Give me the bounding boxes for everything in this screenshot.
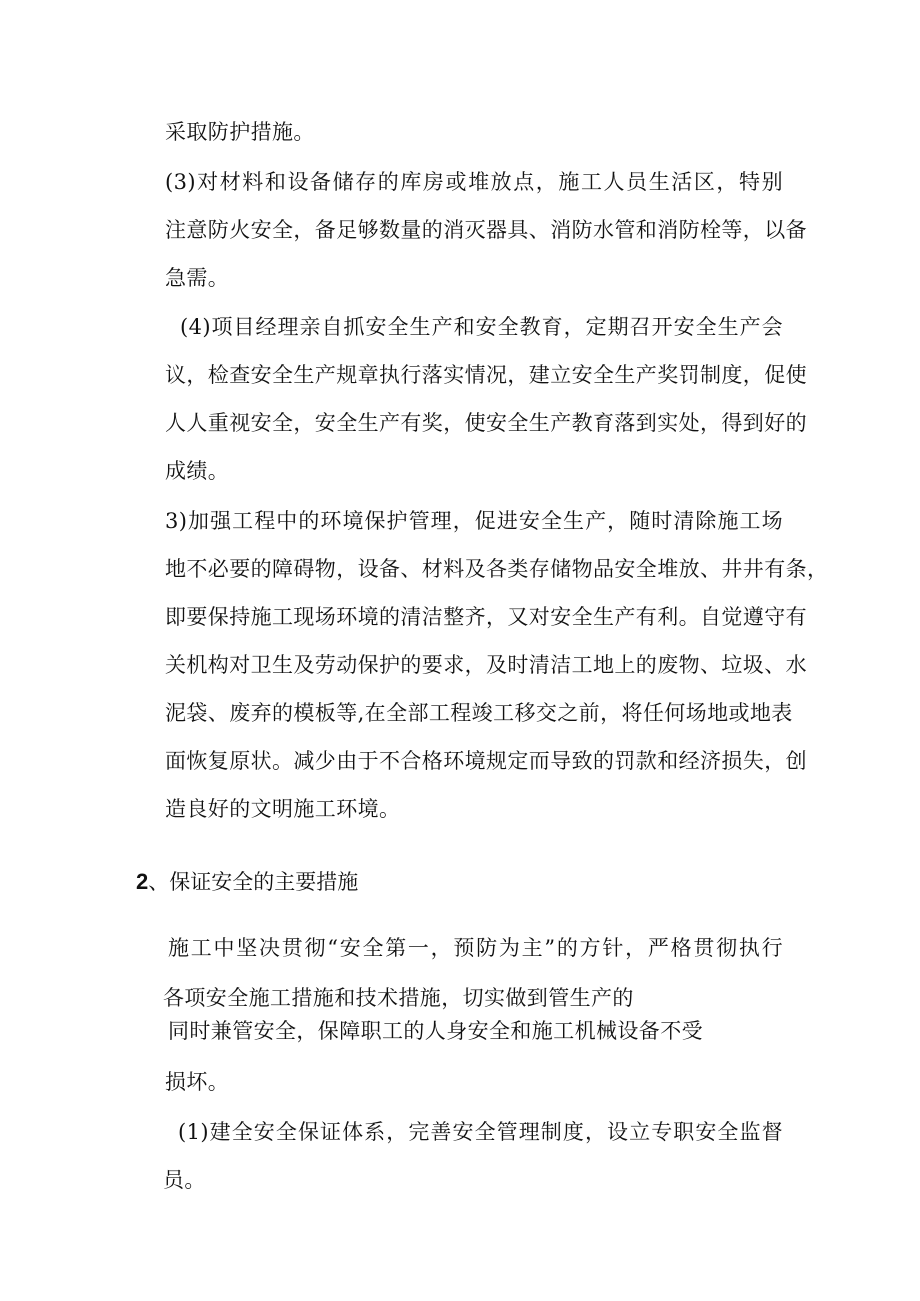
paragraph-line: 泥袋、废弃的模板等,在全部工程竣工移交之前，将任何场地或地表 [165,701,793,725]
paragraph-line: 各项安全施工措施和技术措施，切实做到管生产的 [163,986,634,1010]
paragraph-line: 关机构对卫生及劳动保护的要求，及时清洁工地上的废物、垃圾、水 [165,653,807,677]
paragraph-line: 采取防护措施。 [165,120,315,144]
section-title: 、保证安全的主要措施 [148,870,359,894]
paragraph-line: 地不必要的障碍物，设备、材料及各类存储物品安全堆放、井井有条， [165,557,829,581]
paragraph-line: 同时兼管安全，保障职工的人身安全和施工机械设备不受 [168,1019,703,1043]
paragraph-line: (3)对材料和设备储存的库房或堆放点，施工人员生活区，特别 [165,170,783,194]
paragraph-line: (4)项目经理亲自抓安全生产和安全教育，定期召开安全生产会 [180,315,783,339]
paragraph-line: 员。 [163,1168,206,1192]
paragraph-line: 议，检查安全生产规章执行落实情况，建立安全生产奖罚制度，促使 [165,363,807,387]
paragraph-line: 人人重视安全，安全生产有奖，使安全生产教育落到实处，得到好的 [165,411,807,435]
paragraph-line: 面恢复原状。减少由于不合格环境规定而导致的罚款和经济损失，创 [165,749,807,773]
paragraph-line: (1)建全安全保证体系，完善安全管理制度，设立专职安全监督 [178,1120,783,1144]
paragraph-line: 注意防火安全，备足够数量的消灭器具、消防水管和消防栓等，以备 [165,218,807,242]
paragraph-line: 急需。 [165,266,230,290]
paragraph-line: 损坏。 [165,1070,230,1094]
section-number: 2 [136,869,149,894]
paragraph-line: 施工中坚决贯彻“安全第一，预防为主”的方针，严格贯彻执行 [168,936,783,960]
paragraph-line: 造良好的文明施工环境。 [165,797,401,821]
paragraph-line: 即要保持施工现场环境的清洁整齐，又对安全生产有利。自觉遵守有 [165,605,807,629]
paragraph-line: 3)加强工程中的环境保护管理，促进安全生产，随时清除施工场 [165,509,783,533]
section-heading [136,868,358,896]
paragraph-line: 成绩。 [165,459,230,483]
